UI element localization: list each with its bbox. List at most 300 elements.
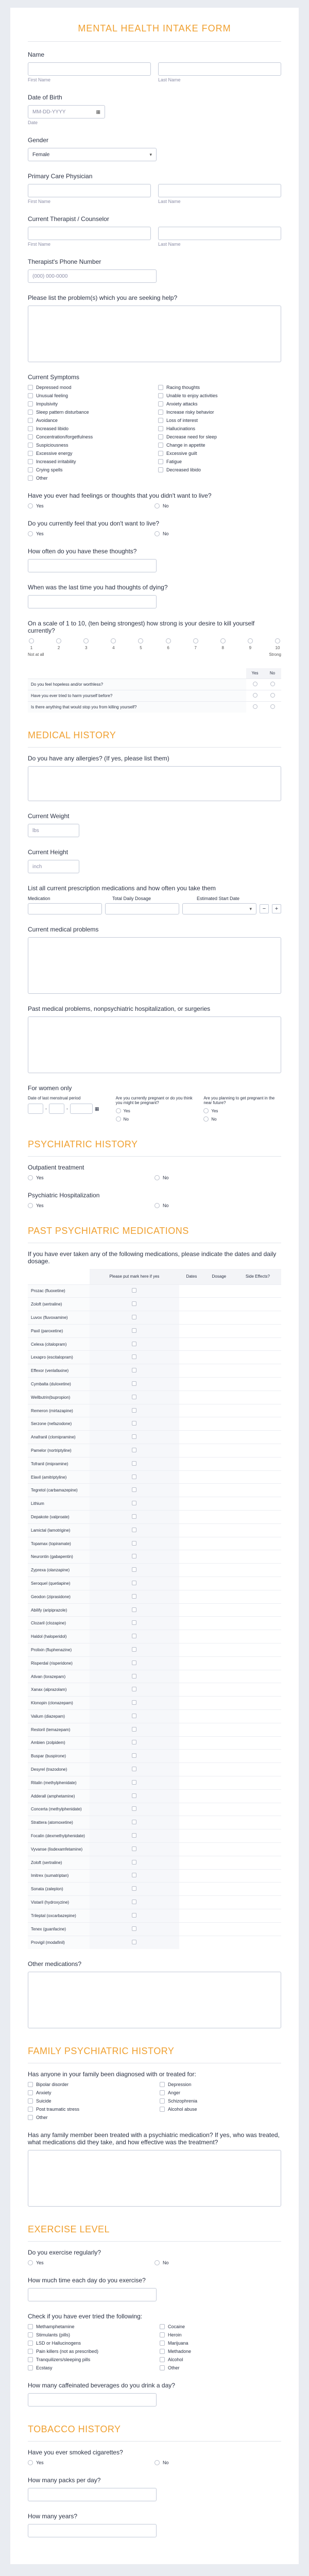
dates-cell[interactable] bbox=[179, 1842, 204, 1856]
family-option[interactable] bbox=[160, 2098, 281, 2104]
first-name-input[interactable] bbox=[28, 62, 151, 76]
taken-checkbox[interactable] bbox=[132, 1886, 136, 1891]
side-effects-cell[interactable] bbox=[234, 1284, 281, 1298]
side-effects-cell[interactable] bbox=[234, 1670, 281, 1683]
checkbox[interactable] bbox=[28, 2115, 33, 2120]
side-effects-cell[interactable] bbox=[234, 1311, 281, 1325]
taken-checkbox[interactable] bbox=[132, 1660, 136, 1665]
substance-option[interactable] bbox=[160, 2341, 281, 2346]
side-effects-cell[interactable] bbox=[234, 1789, 281, 1803]
dates-cell[interactable] bbox=[179, 1816, 204, 1829]
dates-cell[interactable] bbox=[179, 1444, 204, 1458]
dosage-cell[interactable] bbox=[204, 1856, 234, 1869]
taken-checkbox[interactable] bbox=[132, 1753, 136, 1758]
scale-point[interactable]: 6 bbox=[166, 638, 171, 650]
dosage-cell[interactable] bbox=[204, 1763, 234, 1776]
matrix-radio[interactable] bbox=[253, 704, 258, 709]
taken-checkbox[interactable] bbox=[132, 1873, 136, 1877]
exercise-no[interactable]: No bbox=[154, 2260, 281, 2265]
dates-cell[interactable] bbox=[179, 1922, 204, 1936]
height-input[interactable] bbox=[28, 860, 79, 873]
checkbox[interactable] bbox=[28, 2341, 33, 2346]
side-effects-cell[interactable] bbox=[234, 1511, 281, 1524]
substance-option[interactable] bbox=[28, 2357, 149, 2362]
dosage-cell[interactable] bbox=[204, 1590, 234, 1603]
scale-point[interactable]: 5 bbox=[138, 638, 143, 650]
currently-yes[interactable]: Yes bbox=[28, 531, 154, 536]
dates-cell[interactable] bbox=[179, 1723, 204, 1736]
dates-cell[interactable] bbox=[179, 1590, 204, 1603]
checkbox[interactable] bbox=[160, 2341, 165, 2346]
scale-point[interactable]: 3 bbox=[83, 638, 89, 650]
taken-checkbox[interactable] bbox=[132, 1315, 136, 1319]
dosage-cell[interactable] bbox=[204, 1803, 234, 1816]
med-start-select[interactable] bbox=[182, 903, 256, 914]
side-effects-cell[interactable] bbox=[234, 1404, 281, 1417]
current-medical-textarea[interactable] bbox=[28, 937, 281, 994]
symptom-option[interactable] bbox=[28, 443, 151, 448]
taken-checkbox[interactable] bbox=[132, 1793, 136, 1798]
dosage-cell[interactable] bbox=[204, 1311, 234, 1325]
dates-cell[interactable] bbox=[179, 1484, 204, 1497]
dates-cell[interactable] bbox=[179, 1869, 204, 1883]
checkbox[interactable] bbox=[28, 2107, 33, 2112]
dosage-cell[interactable] bbox=[204, 1378, 234, 1391]
symptom-option[interactable] bbox=[158, 459, 281, 464]
taken-checkbox[interactable] bbox=[132, 1541, 136, 1546]
dosage-cell[interactable] bbox=[204, 1936, 234, 1949]
dates-cell[interactable] bbox=[179, 1617, 204, 1630]
side-effects-cell[interactable] bbox=[234, 1484, 281, 1497]
dates-cell[interactable] bbox=[179, 1683, 204, 1697]
taken-checkbox[interactable] bbox=[132, 1634, 136, 1638]
symptom-option[interactable] bbox=[28, 426, 151, 431]
dates-cell[interactable] bbox=[179, 1337, 204, 1351]
substance-option[interactable] bbox=[160, 2349, 281, 2354]
taken-checkbox[interactable] bbox=[132, 1820, 136, 1824]
substance-option[interactable] bbox=[160, 2324, 281, 2329]
taken-checkbox[interactable] bbox=[132, 1607, 136, 1612]
taken-checkbox[interactable] bbox=[132, 1714, 136, 1718]
pregnant-no[interactable]: No bbox=[116, 1116, 194, 1122]
dosage-cell[interactable] bbox=[204, 1710, 234, 1723]
matrix-radio[interactable] bbox=[270, 704, 275, 709]
checkbox[interactable] bbox=[28, 443, 33, 448]
symptom-option[interactable] bbox=[158, 434, 281, 439]
family-option[interactable] bbox=[160, 2082, 281, 2087]
side-effects-cell[interactable] bbox=[234, 1803, 281, 1816]
side-effects-cell[interactable] bbox=[234, 1630, 281, 1643]
checkbox[interactable] bbox=[158, 467, 163, 472]
dates-cell[interactable] bbox=[179, 1697, 204, 1710]
dates-cell[interactable] bbox=[179, 1789, 204, 1803]
checkbox[interactable] bbox=[28, 426, 33, 431]
dosage-cell[interactable] bbox=[204, 1896, 234, 1909]
scale-point[interactable]: 8 bbox=[220, 638, 226, 650]
taken-checkbox[interactable] bbox=[132, 1687, 136, 1691]
dosage-cell[interactable] bbox=[204, 1511, 234, 1524]
dates-cell[interactable] bbox=[179, 1656, 204, 1670]
taken-checkbox[interactable] bbox=[132, 1940, 136, 1944]
checkbox[interactable] bbox=[28, 393, 33, 398]
dosage-cell[interactable] bbox=[204, 1444, 234, 1458]
checkbox[interactable] bbox=[160, 2332, 165, 2337]
checkbox[interactable] bbox=[28, 410, 33, 415]
side-effects-cell[interactable] bbox=[234, 1656, 281, 1670]
dosage-cell[interactable] bbox=[204, 1391, 234, 1404]
taken-checkbox[interactable] bbox=[132, 1342, 136, 1346]
dates-cell[interactable] bbox=[179, 1577, 204, 1590]
dates-cell[interactable] bbox=[179, 1750, 204, 1763]
dosage-cell[interactable] bbox=[204, 1670, 234, 1683]
symptom-option[interactable] bbox=[158, 467, 281, 472]
side-effects-cell[interactable] bbox=[234, 1364, 281, 1378]
packs-input[interactable] bbox=[28, 2488, 157, 2501]
family-option[interactable] bbox=[28, 2090, 149, 2095]
checkbox[interactable] bbox=[28, 2349, 33, 2354]
substance-option[interactable] bbox=[160, 2332, 281, 2337]
dates-cell[interactable] bbox=[179, 1883, 204, 1896]
dosage-cell[interactable] bbox=[204, 1922, 234, 1936]
not-live-no[interactable]: No bbox=[154, 503, 281, 509]
med-dosage-input[interactable] bbox=[105, 903, 179, 914]
taken-checkbox[interactable] bbox=[132, 1448, 136, 1452]
dates-cell[interactable] bbox=[179, 1856, 204, 1869]
substance-option[interactable] bbox=[28, 2324, 149, 2329]
symptom-option[interactable] bbox=[28, 393, 151, 398]
not-live-yes[interactable]: Yes bbox=[28, 503, 154, 509]
dates-cell[interactable] bbox=[179, 1497, 204, 1511]
dates-cell[interactable] bbox=[179, 1523, 204, 1537]
checkbox[interactable] bbox=[28, 2357, 33, 2362]
weight-input[interactable] bbox=[28, 824, 79, 837]
hospitalization-yes[interactable]: Yes bbox=[28, 1203, 154, 1208]
symptom-option[interactable] bbox=[158, 410, 281, 415]
dates-cell[interactable] bbox=[179, 1284, 204, 1298]
side-effects-cell[interactable] bbox=[234, 1763, 281, 1776]
taken-checkbox[interactable] bbox=[132, 1328, 136, 1333]
side-effects-cell[interactable] bbox=[234, 1577, 281, 1590]
last-name-input[interactable] bbox=[158, 62, 281, 76]
checkbox[interactable] bbox=[160, 2349, 165, 2354]
dates-cell[interactable] bbox=[179, 1803, 204, 1816]
side-effects-cell[interactable] bbox=[234, 1391, 281, 1404]
planning-yes[interactable]: Yes bbox=[203, 1108, 281, 1113]
taken-checkbox[interactable] bbox=[132, 1727, 136, 1732]
checkbox[interactable] bbox=[28, 418, 33, 423]
symptom-option[interactable] bbox=[28, 451, 151, 456]
hospitalization-no[interactable]: No bbox=[154, 1203, 281, 1208]
taken-checkbox[interactable] bbox=[132, 1780, 136, 1785]
scale-point[interactable]: 10 bbox=[275, 638, 280, 650]
side-effects-cell[interactable] bbox=[234, 1883, 281, 1896]
dosage-cell[interactable] bbox=[204, 1324, 234, 1337]
dates-cell[interactable] bbox=[179, 1404, 204, 1417]
pcp-first-input[interactable] bbox=[28, 184, 151, 197]
dates-cell[interactable] bbox=[179, 1364, 204, 1378]
family-option[interactable] bbox=[160, 2090, 281, 2095]
exercise-time-input[interactable] bbox=[28, 2288, 157, 2301]
past-medical-textarea[interactable] bbox=[28, 1016, 281, 1073]
dosage-cell[interactable] bbox=[204, 1883, 234, 1896]
taken-checkbox[interactable] bbox=[132, 1913, 136, 1918]
taken-checkbox[interactable] bbox=[132, 1501, 136, 1505]
dosage-cell[interactable] bbox=[204, 1869, 234, 1883]
side-effects-cell[interactable] bbox=[234, 1324, 281, 1337]
side-effects-cell[interactable] bbox=[234, 1617, 281, 1630]
symptom-option[interactable] bbox=[28, 410, 151, 415]
dosage-cell[interactable] bbox=[204, 1351, 234, 1364]
checkbox[interactable] bbox=[160, 2107, 165, 2112]
currently-no[interactable]: No bbox=[154, 531, 281, 536]
dates-cell[interactable] bbox=[179, 1909, 204, 1922]
taken-checkbox[interactable] bbox=[132, 1368, 136, 1372]
taken-checkbox[interactable] bbox=[132, 1926, 136, 1931]
dosage-cell[interactable] bbox=[204, 1537, 234, 1550]
taken-checkbox[interactable] bbox=[132, 1674, 136, 1679]
side-effects-cell[interactable] bbox=[234, 1444, 281, 1458]
side-effects-cell[interactable] bbox=[234, 1523, 281, 1537]
taken-checkbox[interactable] bbox=[132, 1381, 136, 1386]
checkbox[interactable] bbox=[28, 401, 33, 406]
matrix-radio[interactable] bbox=[253, 693, 258, 698]
dosage-cell[interactable] bbox=[204, 1417, 234, 1431]
side-effects-cell[interactable] bbox=[234, 1298, 281, 1311]
dates-cell[interactable] bbox=[179, 1511, 204, 1524]
family-option[interactable] bbox=[28, 2115, 149, 2120]
dosage-cell[interactable] bbox=[204, 1404, 234, 1417]
substance-option[interactable] bbox=[160, 2357, 281, 2362]
side-effects-cell[interactable] bbox=[234, 1776, 281, 1789]
dates-cell[interactable] bbox=[179, 1643, 204, 1657]
checkbox[interactable] bbox=[28, 451, 33, 456]
dosage-cell[interactable] bbox=[204, 1603, 234, 1617]
dates-cell[interactable] bbox=[179, 1537, 204, 1550]
dates-cell[interactable] bbox=[179, 1550, 204, 1564]
family-treated-textarea[interactable] bbox=[28, 2150, 281, 2207]
symptom-option[interactable] bbox=[158, 385, 281, 390]
checkbox[interactable] bbox=[28, 2324, 33, 2329]
symptom-option[interactable] bbox=[28, 434, 151, 439]
dosage-cell[interactable] bbox=[204, 1484, 234, 1497]
dates-cell[interactable] bbox=[179, 1736, 204, 1750]
therapist-first-input[interactable] bbox=[28, 227, 151, 240]
matrix-radio[interactable] bbox=[270, 693, 275, 698]
symptom-option[interactable] bbox=[28, 476, 151, 481]
reason-textarea[interactable] bbox=[28, 306, 281, 362]
taken-checkbox[interactable] bbox=[132, 1620, 136, 1625]
pcp-last-input[interactable] bbox=[158, 184, 281, 197]
symptom-option[interactable] bbox=[158, 443, 281, 448]
outpatient-yes[interactable]: Yes bbox=[28, 1175, 154, 1180]
checkbox[interactable] bbox=[160, 2365, 165, 2370]
side-effects-cell[interactable] bbox=[234, 1869, 281, 1883]
taken-checkbox[interactable] bbox=[132, 1647, 136, 1652]
side-effects-cell[interactable] bbox=[234, 1457, 281, 1470]
outpatient-no[interactable]: No bbox=[154, 1175, 281, 1180]
scale-point[interactable]: 7 bbox=[193, 638, 198, 650]
dates-cell[interactable] bbox=[179, 1298, 204, 1311]
dates-cell[interactable] bbox=[179, 1417, 204, 1431]
calendar-icon[interactable]: ▦ bbox=[95, 1106, 99, 1111]
side-effects-cell[interactable] bbox=[234, 1922, 281, 1936]
taken-checkbox[interactable] bbox=[132, 1767, 136, 1771]
dates-cell[interactable] bbox=[179, 1936, 204, 1949]
dates-cell[interactable] bbox=[179, 1710, 204, 1723]
therapist-last-input[interactable] bbox=[158, 227, 281, 240]
dosage-cell[interactable] bbox=[204, 1577, 234, 1590]
dates-cell[interactable] bbox=[179, 1564, 204, 1577]
dosage-cell[interactable] bbox=[204, 1750, 234, 1763]
dates-cell[interactable] bbox=[179, 1630, 204, 1643]
side-effects-cell[interactable] bbox=[234, 1337, 281, 1351]
checkbox[interactable] bbox=[158, 401, 163, 406]
planning-no[interactable]: No bbox=[203, 1116, 281, 1122]
dosage-cell[interactable] bbox=[204, 1523, 234, 1537]
calendar-icon[interactable]: ▦ bbox=[96, 109, 100, 114]
scale-point[interactable]: 1 bbox=[29, 638, 34, 650]
dosage-cell[interactable] bbox=[204, 1683, 234, 1697]
lmp-day[interactable] bbox=[49, 1104, 64, 1114]
substance-option[interactable] bbox=[28, 2365, 149, 2370]
symptom-option[interactable] bbox=[28, 418, 151, 423]
checkbox[interactable] bbox=[158, 426, 163, 431]
side-effects-cell[interactable] bbox=[234, 1723, 281, 1736]
taken-checkbox[interactable] bbox=[132, 1475, 136, 1479]
dosage-cell[interactable] bbox=[204, 1776, 234, 1789]
taken-checkbox[interactable] bbox=[132, 1514, 136, 1519]
checkbox[interactable] bbox=[28, 385, 33, 390]
taken-checkbox[interactable] bbox=[132, 1806, 136, 1811]
checkbox[interactable] bbox=[160, 2082, 165, 2087]
substance-option[interactable] bbox=[160, 2365, 281, 2370]
checkbox[interactable] bbox=[158, 459, 163, 464]
taken-checkbox[interactable] bbox=[132, 1581, 136, 1585]
taken-checkbox[interactable] bbox=[132, 1408, 136, 1413]
side-effects-cell[interactable] bbox=[234, 1816, 281, 1829]
taken-checkbox[interactable] bbox=[132, 1700, 136, 1705]
dosage-cell[interactable] bbox=[204, 1656, 234, 1670]
scale-point[interactable]: 9 bbox=[248, 638, 253, 650]
scale-point[interactable]: 4 bbox=[111, 638, 116, 650]
checkbox[interactable] bbox=[28, 434, 33, 439]
dates-cell[interactable] bbox=[179, 1311, 204, 1325]
taken-checkbox[interactable] bbox=[132, 1740, 136, 1744]
checkbox[interactable] bbox=[28, 459, 33, 464]
matrix-radio[interactable] bbox=[270, 682, 275, 686]
checkbox[interactable] bbox=[160, 2357, 165, 2362]
exercise-yes[interactable]: Yes bbox=[28, 2260, 154, 2265]
med-name-input[interactable] bbox=[28, 903, 102, 914]
checkbox[interactable] bbox=[28, 2365, 33, 2370]
side-effects-cell[interactable] bbox=[234, 1829, 281, 1843]
dates-cell[interactable] bbox=[179, 1670, 204, 1683]
symptom-option[interactable] bbox=[158, 426, 281, 431]
symptom-option[interactable] bbox=[28, 401, 151, 406]
side-effects-cell[interactable] bbox=[234, 1351, 281, 1364]
checkbox[interactable] bbox=[158, 443, 163, 448]
taken-checkbox[interactable] bbox=[132, 1833, 136, 1838]
dosage-cell[interactable] bbox=[204, 1829, 234, 1843]
symptom-option[interactable] bbox=[158, 451, 281, 456]
symptom-option[interactable] bbox=[28, 385, 151, 390]
taken-checkbox[interactable] bbox=[132, 1594, 136, 1599]
dates-cell[interactable] bbox=[179, 1896, 204, 1909]
symptom-option[interactable] bbox=[28, 467, 151, 472]
dates-cell[interactable] bbox=[179, 1378, 204, 1391]
substance-option[interactable] bbox=[28, 2332, 149, 2337]
symptom-option[interactable] bbox=[158, 418, 281, 423]
dates-cell[interactable] bbox=[179, 1324, 204, 1337]
side-effects-cell[interactable] bbox=[234, 1537, 281, 1550]
family-option[interactable] bbox=[160, 2107, 281, 2112]
family-option[interactable] bbox=[28, 2107, 149, 2112]
dosage-cell[interactable] bbox=[204, 1617, 234, 1630]
side-effects-cell[interactable] bbox=[234, 1431, 281, 1444]
taken-checkbox[interactable] bbox=[132, 1354, 136, 1359]
side-effects-cell[interactable] bbox=[234, 1710, 281, 1723]
dosage-cell[interactable] bbox=[204, 1736, 234, 1750]
dosage-cell[interactable] bbox=[204, 1697, 234, 1710]
taken-checkbox[interactable] bbox=[132, 1528, 136, 1532]
symptom-option[interactable] bbox=[158, 401, 281, 406]
dosage-cell[interactable] bbox=[204, 1470, 234, 1484]
dosage-cell[interactable] bbox=[204, 1816, 234, 1829]
checkbox[interactable] bbox=[158, 410, 163, 415]
taken-checkbox[interactable] bbox=[132, 1567, 136, 1572]
taken-checkbox[interactable] bbox=[132, 1421, 136, 1426]
taken-checkbox[interactable] bbox=[132, 1487, 136, 1492]
dates-cell[interactable] bbox=[179, 1829, 204, 1843]
dosage-cell[interactable] bbox=[204, 1643, 234, 1657]
dates-cell[interactable] bbox=[179, 1776, 204, 1789]
family-option[interactable] bbox=[28, 2098, 149, 2104]
side-effects-cell[interactable] bbox=[234, 1842, 281, 1856]
dosage-cell[interactable] bbox=[204, 1564, 234, 1577]
dates-cell[interactable] bbox=[179, 1351, 204, 1364]
checkbox[interactable] bbox=[28, 467, 33, 472]
taken-checkbox[interactable] bbox=[132, 1461, 136, 1466]
remove-row-button[interactable]: − bbox=[260, 904, 269, 913]
dosage-cell[interactable] bbox=[204, 1842, 234, 1856]
matrix-radio[interactable] bbox=[253, 682, 258, 686]
side-effects-cell[interactable] bbox=[234, 1856, 281, 1869]
side-effects-cell[interactable] bbox=[234, 1683, 281, 1697]
checkbox[interactable] bbox=[158, 451, 163, 456]
side-effects-cell[interactable] bbox=[234, 1736, 281, 1750]
dosage-cell[interactable] bbox=[204, 1431, 234, 1444]
taken-checkbox[interactable] bbox=[132, 1395, 136, 1399]
taken-checkbox[interactable] bbox=[132, 1554, 136, 1558]
dates-cell[interactable] bbox=[179, 1763, 204, 1776]
years-input[interactable] bbox=[28, 2524, 157, 2537]
checkbox[interactable] bbox=[160, 2324, 165, 2329]
checkbox[interactable] bbox=[28, 2090, 33, 2095]
add-row-button[interactable]: + bbox=[272, 904, 281, 913]
taken-checkbox[interactable] bbox=[132, 1434, 136, 1439]
dosage-cell[interactable] bbox=[204, 1364, 234, 1378]
taken-checkbox[interactable] bbox=[132, 1288, 136, 1293]
checkbox[interactable] bbox=[158, 434, 163, 439]
checkbox[interactable] bbox=[28, 2332, 33, 2337]
side-effects-cell[interactable] bbox=[234, 1697, 281, 1710]
lmp-year[interactable] bbox=[70, 1104, 93, 1114]
dates-cell[interactable] bbox=[179, 1391, 204, 1404]
allergies-textarea[interactable] bbox=[28, 766, 281, 801]
scale-point[interactable]: 2 bbox=[56, 638, 61, 650]
checkbox[interactable] bbox=[160, 2098, 165, 2104]
symptom-option[interactable] bbox=[28, 459, 151, 464]
